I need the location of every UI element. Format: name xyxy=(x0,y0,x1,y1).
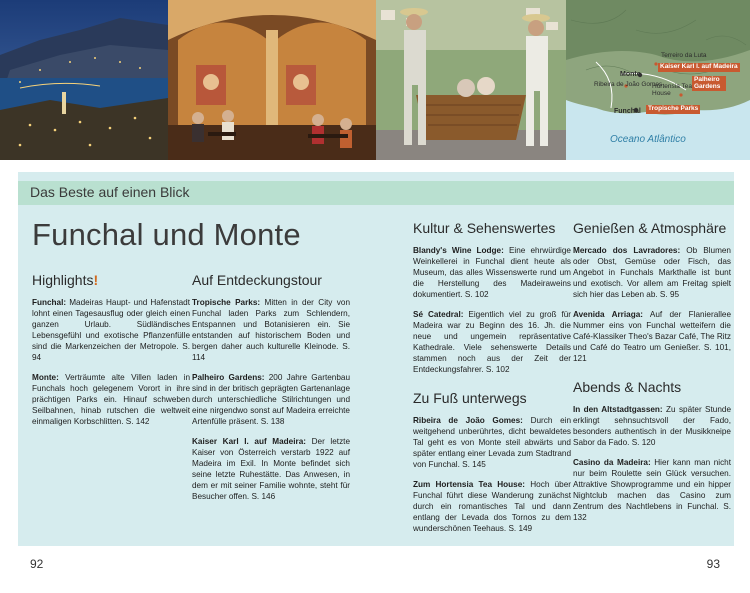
heading-entdeckungstour: Auf Entdeckungstour xyxy=(192,272,322,288)
highlight-mark: ! xyxy=(93,272,99,288)
entry-se-catedral: Sé Catedral: Eigentlich viel zu groß für Madeira war zu Beginn des 16. Jh. die neue und ungemein repräsentative Kathedrale. Viele sehenswerte Details stammen noch aus der Zeit der Entdeckungsfahrer. S. 102 xyxy=(413,310,571,374)
map-label-kaiser: Kaiser Karl I. auf Madeira xyxy=(660,63,738,70)
column-geniessen-abends xyxy=(573,220,731,532)
map-ocean-label: Oceano Atlântico xyxy=(610,134,686,145)
entry-kaiser-karl: Kaiser Karl I. auf Madeira: Der letzte Kaiser von Österreich verstarb 1922 auf Madeira im Exil. In Monte befindet sich seine letzte Ruhestätte. Das Anwesen, in dem er mit seiner Familie wohnte, steht für Besucher offen. S. 146 xyxy=(192,437,351,501)
map-funchal-area xyxy=(566,0,750,160)
map-label-funchal: Funchal xyxy=(614,108,641,115)
entry-ribeira: Ribeira de João Gomes: Durch ein weitgehend unberührtes, dicht bewaldetes Tal geht es von Monte steil abwärts und später entlang einer Levada zum Stadtrand von Funchal. S. 145 xyxy=(413,416,571,469)
map-label-terreiro: Terreiro da Luta xyxy=(661,52,707,59)
page-title: Funchal und Monte xyxy=(32,217,301,252)
page-number-right: 93 xyxy=(706,557,720,571)
map-label-monte: Monte xyxy=(620,71,641,78)
column-highlights xyxy=(32,272,190,436)
map-label-hortensia: Hortensia Tea House xyxy=(652,83,692,97)
entry-palheiro-gardens: Palheiro Gardens: 200 Jahre Gartenbau sind in der britisch geprägten Gartenanlage durch unterschiedliche Stilrichtungen und eine nirgendwo sonst auf Madeira erreichte Artenfülle präsent. S. 138 xyxy=(192,373,350,426)
entry-avenida-arriaga: Avenida Arriaga: Auf der Flanierallee Nummer eins von Funchal wetteifern die Café-Klassiker Theo's Bazar Café, The Ritz und Café do Teatro um Genießer. S. 101, 121 xyxy=(573,310,731,363)
entry-mercado: Mercado dos Lavradores: Ob Blumen oder Obst, Gemüse oder Fisch, das Angebot in Funchals Markthalle ist bunt und exotisch. Vor allem am Freitag spielt sich hier das Leben ab. S. 95 xyxy=(573,246,731,299)
map-label-palheiro: Palheiro Gardens xyxy=(692,76,726,91)
banner-text: Das Beste auf einen Blick xyxy=(30,184,190,200)
column-kultur-wandern xyxy=(413,220,571,543)
page-number-left: 92 xyxy=(30,557,44,571)
heading-geniessen: Genießen & Atmosphäre xyxy=(573,220,727,236)
entry-altstadtgassen: In den Altstadtgassen: Zu später Stunde erklingt sehnsuchtsvoll der Fado, besonders authentisch in der Musikkneipe Sabor da Fado. S. 120 xyxy=(573,405,731,447)
entry-funchal: Funchal: Madeiras Haupt- und Hafenstadt lohnt einen Tagesausflug oder gleich einen ganzen Urlaub. Südländisches Lebensgefühl und exotische Pflanzenfülle sind die Markenzeichen der Metropole. S. 94 xyxy=(32,298,190,362)
heading-zu-fuss: Zu Fuß unterwegs xyxy=(413,390,527,406)
entry-hortensia: Zum Hortensia Tea House: Hoch über Funchal führt diese Wanderung zunächst durch ein romantisches Tal und dann entlang der Levada dos Tornos zu dem wunderschönen Teehaus. S. 149 xyxy=(413,480,571,533)
entry-tropische-parks: Tropische Parks: Mitten in der City von Funchal laden Parks zum Schlendern, Entspannen und Botanisieren ein. Sie entstanden auf historischem Boden und bergen daher auch kulturelle Kleinode. S. 114 xyxy=(192,298,350,362)
heading-kultur: Kultur & Sehenswertes xyxy=(413,220,556,236)
map-label-tropische: Tropische Parks xyxy=(648,105,699,112)
photo-funchal-night xyxy=(0,0,168,160)
heading-highlights: Highlights! xyxy=(32,272,99,288)
map-label-ribeira: Ribeira de João Gomes xyxy=(594,81,663,88)
entry-blandys: Blandy's Wine Lodge: Eine ehrwürdige Weinkellerei in Funchal dient heute als Museum, das alles Wissenswerte rund um die Herstellung des Madeiraweins dokumentiert. S. 102 xyxy=(413,246,571,299)
column-entdeckungstour xyxy=(192,272,350,511)
section-banner xyxy=(18,181,734,205)
photo-cafe xyxy=(168,0,376,160)
photo-strip xyxy=(0,0,750,160)
photo-basket-sledge xyxy=(376,0,566,160)
heading-abends: Abends & Nachts xyxy=(573,379,682,395)
overview-panel xyxy=(18,172,734,546)
entry-monte: Monte: Verträumte alte Villen laden in Funchals hoch gelegenem Vorort in ihre prächtigen Parks ein. Hinauf schweben Seilbahnen, hinab rutschen die weltweit einmaligen Korbschlitten. S. 142 xyxy=(32,373,190,426)
entry-casino: Casino da Madeira: Hier kann man nicht nur beim Roulette sein Glück versuchen. Attraktive Showprogramme und ein hipper Nightclub machen das Casino zum Zentrum des Nachtlebens in Funchal. S. 132 xyxy=(573,458,731,522)
